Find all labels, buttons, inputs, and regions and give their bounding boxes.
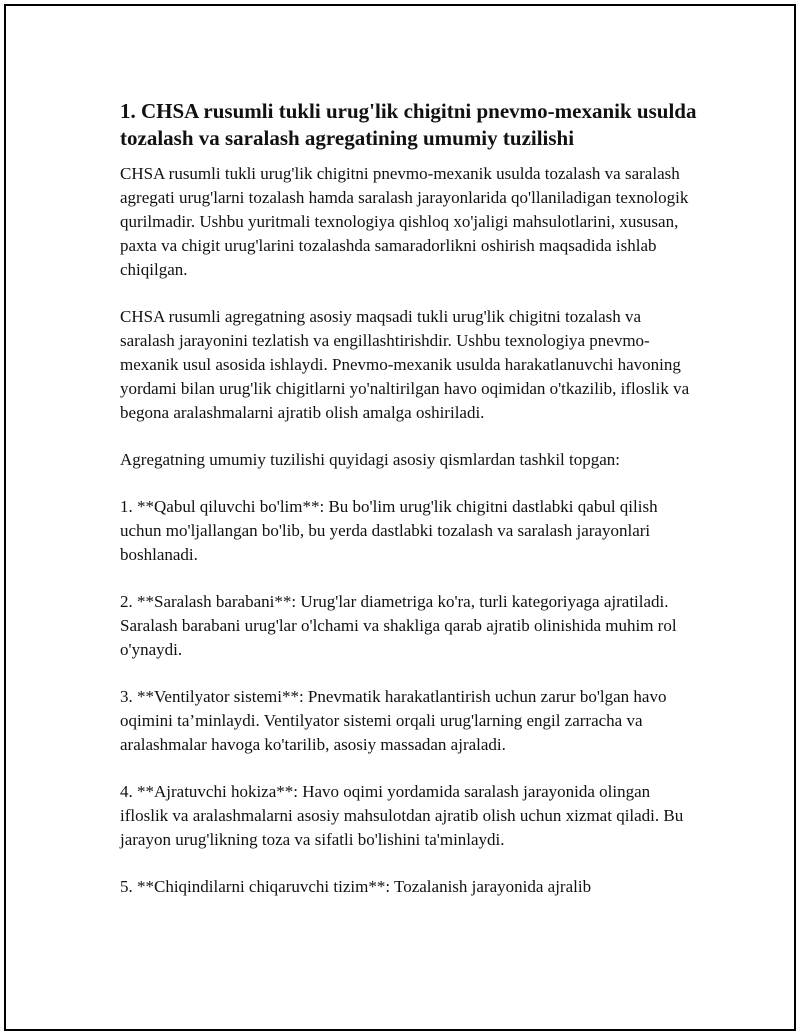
paragraph-intro: CHSA rusumli tukli urug'lik chigitni pnevmo-mexanik usulda tozalash va saralash agregati urug'larni tozalash hamda saralash jarayonlarida qo'llaniladigan texnologik qurilmadir. Ushbu yuritmali texnologiya qishloq xo'jaligi mahsulotlarini, xususan, paxta va chigit urug'larini tozalashda samaradorlikni oshirish maqsadida ishlab chiqilgan. — [120, 164, 689, 279]
section-title: 1. CHSA rusumli tukli urug'lik chigitni pnevmo-mexanik usulda tozalash va saralash agregatining umumiy tuzilishi — [120, 99, 697, 150]
list-item-separating-unit: 4. **Ajratuvchi hokiza**: Havo oqimi yordamida saralash jarayonida olingan ifloslik va aralashmalarni asosiy mahsulotdan ajratib olish uchun xizmat qiladi. Bu jarayon urug'likning toza va sifatli bo'lishini ta'minlaydi. — [120, 782, 684, 849]
document-page — [4, 4, 796, 1031]
list-item-fan-system: 3. **Ventilyator sistemi**: Pnevmatik harakatlantirish uchun zarur bo'lgan havo oqimini ta’minlaydi. Ventilyator sistemi orqali urug'larning engil zarracha va aralashmalar havoga ko'tarilib, asosiy massadan ajraladi. — [120, 687, 667, 754]
paragraph-structure-intro: Agregatning umumiy tuzilishi quyidagi asosiy qismlardan tashkil topgan: — [120, 450, 621, 469]
list-item-sorting-drum: 2. **Saralash barabani**: Urug'lar diametriga ko'ra, turli kategoriyaga ajratiladi. Saralash barabani urug'lar o'lchami va shakliga qarab ajratib olinishida muhim rol o'ynaydi. — [120, 592, 677, 659]
list-item-receiving-section: 1. **Qabul qiluvchi bo'lim**: Bu bo'lim urug'lik chigitni dastlabki qabul qilish uchun mo'ljallangan bo'lib, bu yerda dastlabki tozalash va saralash jarayonlari boshlanadi. — [120, 497, 658, 564]
list-item-waste-removal: 5. **Chiqindilarni chiqaruvchi tizim**: Tozalanish jarayonida ajralib — [120, 877, 592, 896]
paragraph-purpose: CHSA rusumli agregatning asosiy maqsadi tukli urug'lik chigitni tozalash va saralash jarayonini tezlatish va engillashtirishdir. Ushbu texnologiya pnevmo-mexanik usul asosida ishlaydi. Pnevmo-mexanik usulda harakatlanuvchi havoning yordami bilan urug'lik chigitlarni yo'naltirilgan havo oqimidan o'tkazilib, ifloslik va begona aralashmalarni ajratib olish amalga oshiriladi. — [120, 307, 690, 422]
document-body — [120, 98, 700, 922]
